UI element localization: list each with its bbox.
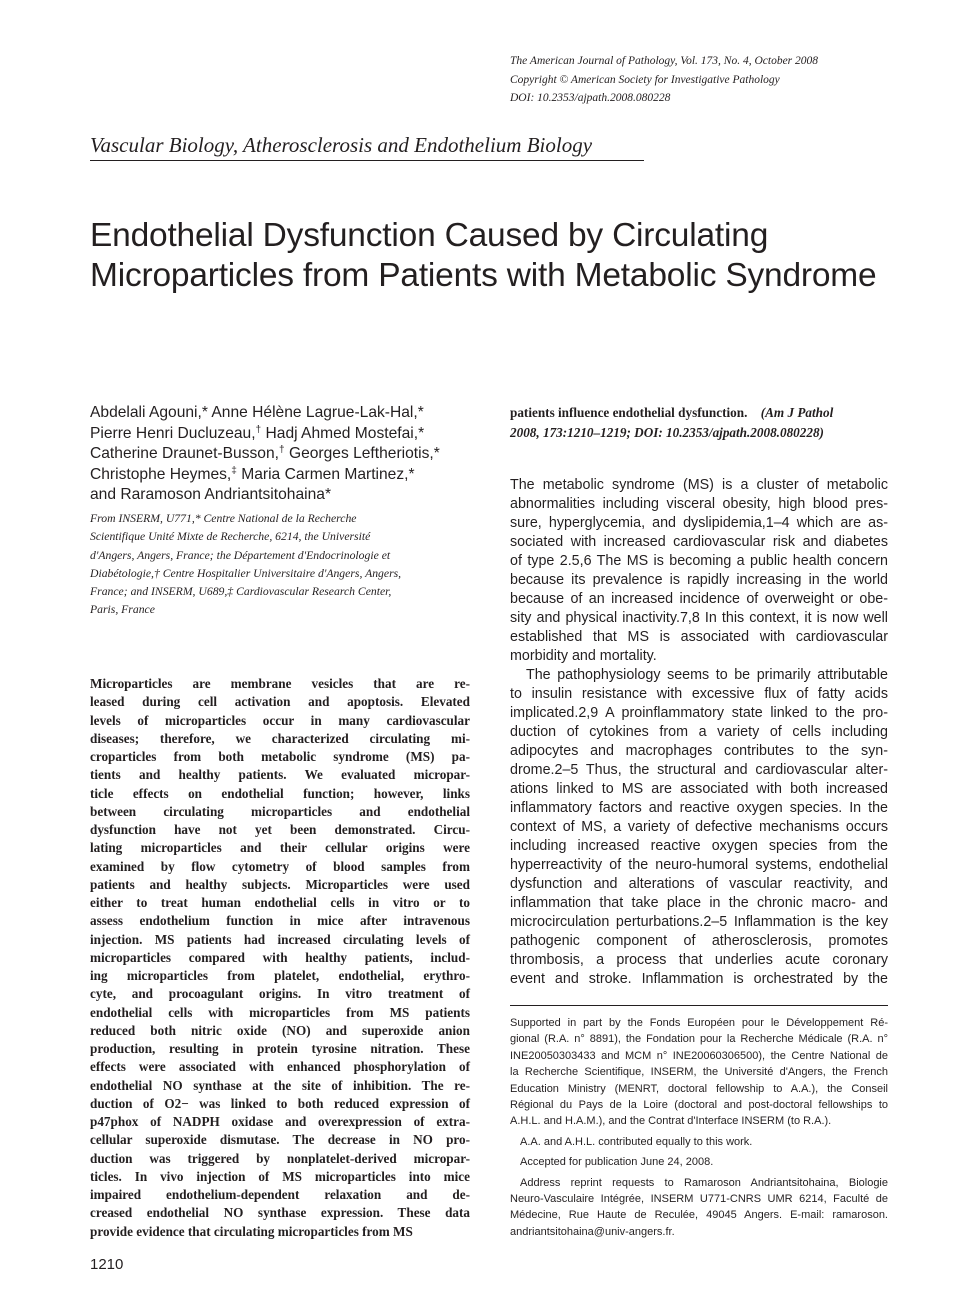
title-line: Endothelial Dysfunction Caused by Circulating <box>90 217 769 254</box>
author-mark: * <box>433 445 440 462</box>
author-name: and Raramoson Andriantsitohaina <box>90 486 325 503</box>
abstract-line: production, resulting in protein tyrosine nitration. These <box>90 1041 470 1056</box>
body-line: inflammatory factors and reactive oxygen species. In the <box>510 800 888 816</box>
author-name: Hadj Ahmed Mostefai, <box>261 424 419 442</box>
abstract-line: microparticles compared with healthy patients, includ- <box>90 949 470 965</box>
abstract-line: croparticles from both metabolic syndrome (MS) pa- <box>90 749 470 764</box>
footnote-line: Neuro-Vasculaire Intégrée, INSERM U771-CNRS UMR 6214, Faculté de <box>510 1193 888 1206</box>
citation-line: (Am J Pathol <box>760 405 834 420</box>
body-line: established that MS is associated with cardiovascular <box>510 629 888 645</box>
author-mark: ‡ <box>231 464 237 476</box>
abstract-line: ticle effects on endothelial function; however, links <box>90 785 470 801</box>
body-line: adipocytes and macrophages contributes to the syn- <box>510 743 888 759</box>
footnote-line: Accepted for publication June 24, 2008. <box>520 1156 714 1169</box>
abstract-line: p47phox of NADPH oxidase and overexpression of extra- <box>90 1114 470 1129</box>
abstract-line: either to treat human endothelial cells in vitro or to <box>90 895 470 910</box>
author-name: Catherine Draunet-Busson, <box>90 445 279 462</box>
affiliation-line: d'Angers, Angers, France; the Département d'Endocrinologie et <box>90 548 391 562</box>
body-line: abnormalities including visceral obesity, high blood pres- <box>510 496 888 512</box>
footnotes <box>510 1015 888 1240</box>
body-line: microcirculation perturbations.2–5 Inflammation is the key <box>510 914 888 930</box>
author-line <box>90 485 480 506</box>
author-mark: * <box>408 465 415 483</box>
affiliations <box>90 510 470 620</box>
abstract-line: impaired endothelium-dependent relaxation and de- <box>90 1187 470 1202</box>
abstract-line: lating microparticles and their cellular origins were <box>90 840 470 856</box>
author-line <box>90 403 480 424</box>
abstract-line: cellular superoxide dismutase. The decrease in NO pro- <box>90 1132 470 1148</box>
body-line: including increased reactive oxygen species from the <box>510 838 888 854</box>
body-line: The metabolic syndrome (MS) is a cluster of metabolic <box>510 477 888 493</box>
abstract-line: dysfunction have not yet been demonstrated. Circu- <box>90 822 470 837</box>
footnote-line: Régional du Pays de la Loire (doctoral and post-doctoral fellowships to <box>510 1099 888 1112</box>
abstract-line: between circulating microparticles and endothelial <box>90 803 470 819</box>
article-title <box>90 216 930 296</box>
body-line: dysfunction and alterations of vascular reactivity, and <box>510 876 888 892</box>
section-heading-underline <box>90 160 644 161</box>
body-line: inflammation that take place in the chronic macro- and <box>510 895 888 911</box>
body-line: thrombosis, a process that underlies acute coronary <box>510 952 888 968</box>
footnote-line: INE20050303433 and MCM n° INE20060306500), the Centre National de <box>510 1049 888 1062</box>
abstract-line: ticles. In vivo injection of MS microparticles into mice <box>90 1168 470 1184</box>
abstract-line: cyte, and procoagulant origins. In vitro treatment of <box>90 986 470 1002</box>
author-name: Christophe Heymes, <box>90 465 232 483</box>
author-mark: * <box>418 424 425 442</box>
author-name: Georges Leftheriotis, <box>284 445 434 462</box>
abstract-line: examined by flow cytometry of blood samples from <box>90 858 470 874</box>
body-line: implicated.2,9 A proinflammatory state linked to the pro- <box>510 705 888 721</box>
body-line: event and stroke. Inflammation is orchestrated by the <box>510 971 888 987</box>
abstract-line: assess endothelium function in mice after intravenous <box>90 913 470 929</box>
body-line: duction of cytokines from a variety of cells including <box>510 724 888 740</box>
author-name: Abdelali Agouni, <box>90 404 202 421</box>
citation-line: 2008, 173:1210–1219; DOI: 10.2353/ajpath.2008.080228) <box>510 424 824 440</box>
affiliation-line: France; and INSERM, U689,‡ Cardiovascular Research Center, <box>90 585 392 599</box>
abstract <box>90 675 470 1241</box>
footnote-divider <box>510 1005 888 1006</box>
body-line: The pathophysiology seems to be primarily attributable <box>526 667 888 683</box>
footnote-line: Médecine, Rue Haute de Reculée, 49045 Angers. E-mail: ramaroson. <box>510 1209 888 1222</box>
body-line: because its prevalence is rapidly increasing in the world <box>510 572 888 588</box>
abstract-line: endothelial cells with microparticles from MS patients <box>90 1004 470 1020</box>
author-name: Anne Hélène Lagrue-Lak-Hal, <box>207 404 418 421</box>
footnote-line: andriantsitohaina@univ-angers.fr. <box>510 1225 675 1238</box>
affiliation-line: Scientifique Unité Mixte de Recherche, 6214, the Université <box>90 530 371 544</box>
title-line: Microparticles from Patients with Metabolic Syndrome <box>90 257 877 294</box>
journal-doi: DOI: 10.2353/ajpath.2008.080228 <box>510 92 671 104</box>
footnote-line: la Recherche Scientifique, INSERM, the Université d'Angers, the French <box>510 1066 888 1079</box>
abstract-line: levels of microparticles occur in many cardiovascular <box>90 712 470 728</box>
body-line: sociated with increased cardiovascular risk and diabetes <box>510 534 888 550</box>
affiliation-line: Diabétologie,† Centre Hospitalier Universitaire d'Angers, Angers, <box>90 566 402 580</box>
abstract-line: ing microparticles from platelet, endothelial, erythro- <box>90 968 470 983</box>
author-mark: * <box>201 404 208 421</box>
abstract-line: provide evidence that circulating microparticles from MS <box>90 1223 413 1239</box>
abstract-line: endothelial NO synthase at the site of inhibition. The re- <box>90 1077 470 1093</box>
author-name: Pierre Henri Ducluzeau, <box>90 424 256 442</box>
body-line: pathogenic component of atherosclerosis, promotes <box>510 933 888 949</box>
author-line <box>90 465 480 486</box>
author-mark: * <box>417 404 424 421</box>
footnote-line: Supported in part by the Fonds Européen pour le Développement Ré- <box>510 1017 888 1029</box>
affiliation-line: Paris, France <box>90 603 155 617</box>
footnote-line: Address reprint requests to Ramaroson Andriantsitohaina, Biologie <box>520 1176 888 1189</box>
abstract-continuation <box>510 403 890 442</box>
abstract-line: creased endothelial NO synthase expression. These data <box>90 1205 470 1221</box>
author-mark: † <box>278 444 285 456</box>
abstract-line: effects were associated with enhanced phosphorylation of <box>90 1059 470 1075</box>
author-list <box>90 403 480 506</box>
footnote-line: gional (R.A. n° 8891), the Fondation pour la Recherche Médicale (R.A. n° <box>510 1033 888 1046</box>
affiliation-line: From INSERM, U771,* Centre National de la Recherche <box>90 512 357 525</box>
body-line: sure, hyperglycemia, and dyslipidemia,1–4 which are as- <box>510 515 888 531</box>
body-line: because of an increased incidence of overweight or obe- <box>510 591 888 607</box>
abstract-line: reduced both nitric oxide (NO) and superoxide anion <box>90 1022 470 1038</box>
abstract-line: patients and healthy subjects. Microparticles were used <box>90 876 470 892</box>
journal-header <box>510 52 930 108</box>
body-line: context of MS, a variety of defective mechanisms occurs <box>510 819 888 835</box>
body-line: morbidity and mortality. <box>510 648 657 664</box>
abstract-line: injection. MS patients had increased circulating levels of <box>90 931 470 947</box>
body-text <box>510 476 888 989</box>
journal-copyright: Copyright © American Society for Investigative Pathology <box>510 73 780 86</box>
abstract-final-sentence: patients influence endothelial dysfunction. <box>510 405 748 420</box>
abstract-line: duction was triggered by nonplatelet-derived micropar- <box>90 1150 470 1166</box>
body-line: sity and physical inactivity.7,8 In this context, it is now well <box>510 610 888 626</box>
journal-citation: The American Journal of Pathology, Vol. 173, No. 4, October 2008 <box>510 55 819 67</box>
abstract-line: duction of O2− was linked to both reduced expression of <box>90 1095 470 1111</box>
abstract-line: leased during cell activation and apoptosis. Elevated <box>90 694 470 710</box>
body-line: drome.2–5 Thus, the structural and cardiovascular alter- <box>510 762 888 778</box>
body-line: ations linked to MS are associated with both increased <box>510 781 888 797</box>
abstract-line: Microparticles are membrane vesicles that are re- <box>90 676 470 691</box>
page-number: 1210 <box>90 1256 124 1273</box>
author-mark: † <box>255 423 262 435</box>
body-line: of type 2.5,6 The MS is becoming a public health concern <box>510 553 888 569</box>
abstract-line: tients and healthy patients. We evaluated micropar- <box>90 767 470 783</box>
section-heading: Vascular Biology, Atherosclerosis and Endothelium Biology <box>90 133 593 157</box>
body-line: hyperreactivity of the neuro-humoral systems, endothelial <box>510 857 888 873</box>
body-line: to insulin resistance with excessive flux of fatty acids <box>510 686 888 702</box>
footnote-line: A.H.L. and H.A.M.), and the Contrat d'Interface INSERM (to R.A.). <box>510 1115 832 1128</box>
author-line <box>90 424 480 445</box>
author-line <box>90 444 480 465</box>
author-mark: * <box>324 486 332 503</box>
abstract-continuation-line <box>510 403 890 423</box>
footnote-line: A.A. and A.H.L. contributed equally to this work. <box>520 1135 753 1148</box>
footnote-line: Education Ministry (MENRT, doctoral fellowship to A.A.), the Conseil <box>510 1082 888 1095</box>
author-name: Maria Carmen Martinez, <box>236 465 409 483</box>
abstract-line: diseases; therefore, we characterized circulating mi- <box>90 730 470 746</box>
